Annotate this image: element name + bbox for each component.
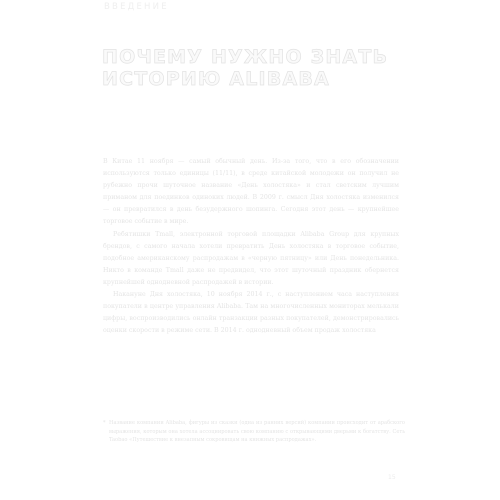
footnote-mark: *	[103, 420, 106, 426]
section-header: ВВЕДЕНИЕ	[104, 2, 169, 12]
paragraph: Накануне Дня холостяка, 10 ноября 2014 г., с наступлением часа наступления покупатели в центре управления Alibaba. Там на многочисленных мониторах мелькали цифры, воспроизводились онлайн транзакции разных покупателей, демонстрировались оценки скорости в режиме сети. В 2014 г. однодневный объем продаж холостяка	[103, 291, 399, 335]
paragraph: В Китае 11 ноября — самый обычный день. Из-за того, что в его обозначении используются только единицы (11/11), в среде китайской молодежи он получил не рубежно прочи шуточное название «День холостяка» и стал светским лучшим приманом для поединков одиноких людей. В 2009 г. смысл Дня холостяка изменился — он превратился в день безудержного шопинга. Сегодня этот день — крупнейшее торговое событие в мире.	[103, 158, 399, 226]
body-text	[103, 156, 399, 337]
paragraph: Ребятишки Tmall, электронной торговой площадки Alibaba Group для крупных брендов, с самого начала хотели превратить День холостяка в торговое событие, подобное американскому распродажам в «черную пятницу» или День понедельника. Никто в команде Tmall даже не предвидел, что этот шуточный праздник обернется крупнейшей однодневной распродажей в истории.	[103, 230, 399, 286]
chapter-title	[102, 46, 422, 90]
footnote	[103, 419, 405, 445]
chapter-title-line-2: ИСТОРИЮ ALIBABA	[102, 68, 330, 90]
page-number: 15	[388, 474, 396, 481]
chapter-title-line-1: ПОЧЕМУ НУЖНО ЗНАТЬ	[102, 46, 389, 68]
footnote-text: Название компании Alibaba, фигуры из сказки (одна из ранних версий) компании происходит от арабского выражения, которым она хотела ассоциировать свою компанию с открывающими дверьми к богатству. Сеть Taobao «Путешествие к внезапным сокровищам на книжных распродажах».	[109, 420, 405, 444]
